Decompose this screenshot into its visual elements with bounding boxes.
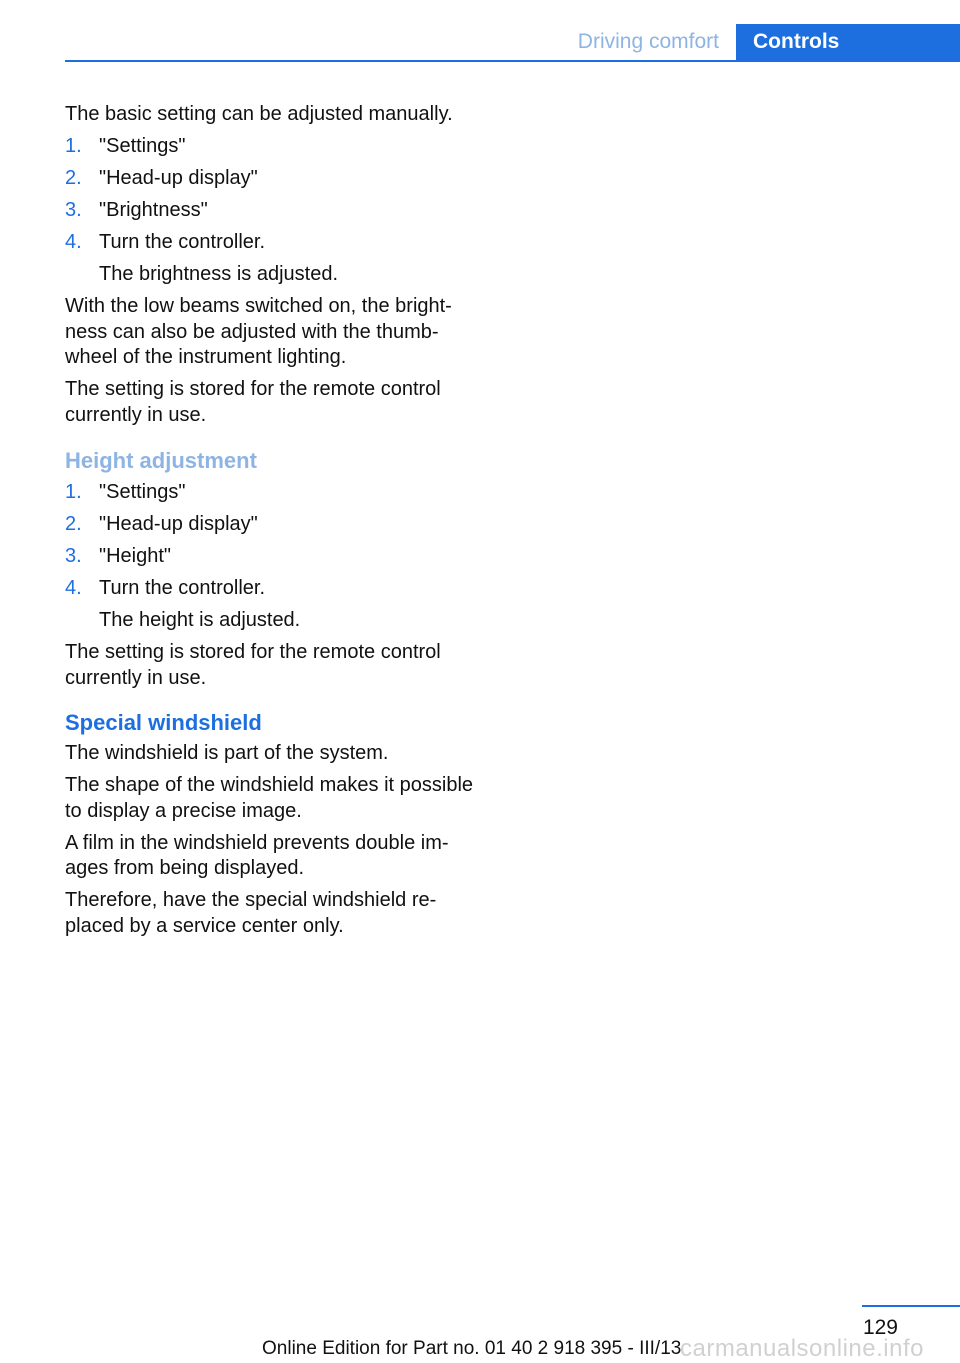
list-item	[65, 198, 477, 224]
step-text: "Head-up display"	[99, 513, 258, 535]
header-section-title: Driving comfort	[577, 30, 719, 53]
step-number: 2.	[65, 167, 82, 189]
header-rule	[65, 60, 960, 62]
watermark: carmanualsonline.info	[680, 1335, 924, 1362]
step-text: Turn the controller.	[99, 577, 266, 599]
header-chapter-label: Controls	[753, 30, 840, 53]
edition-footer: Online Edition for Part no. 01 40 2 918 395 - III/13	[262, 1338, 682, 1359]
footer-rule	[862, 1305, 960, 1307]
list-item	[65, 480, 477, 506]
intro-paragraph: The basic setting can be adjusted manually.	[65, 103, 453, 125]
list-item	[65, 166, 477, 192]
list-item	[65, 544, 477, 570]
step-number: 1.	[65, 135, 82, 157]
windshield-paragraph: The windshield is part of the system.	[65, 742, 389, 764]
step-result: The brightness is adjusted.	[99, 263, 339, 285]
page-number: 129	[862, 1316, 898, 1339]
brightness-storage-note: The setting is stored for the remote control currently in use.	[65, 378, 441, 426]
brightness-note: With the low beams switched on, the bright‐ness can also be adjusted with the thumb‐wheel of the instrument lighting.	[65, 295, 452, 368]
list-item	[65, 512, 477, 538]
step-number: 1.	[65, 481, 82, 503]
step-number: 4.	[65, 231, 82, 253]
list-item	[65, 134, 477, 160]
header-chapter-tab	[736, 24, 960, 61]
step-text: "Settings"	[99, 135, 186, 157]
step-number: 2.	[65, 513, 82, 535]
special-windshield-heading: Special windshield	[65, 710, 262, 735]
step-text: Turn the controller.	[99, 231, 266, 253]
step-number: 4.	[65, 577, 82, 599]
windshield-paragraph: Therefore, have the special windshield re‐placed by a service center only.	[65, 889, 437, 937]
step-text: "Height"	[99, 545, 172, 567]
list-item	[65, 230, 477, 288]
page-content	[65, 102, 477, 946]
brightness-steps-list	[65, 134, 477, 288]
list-item	[65, 576, 477, 634]
windshield-paragraph: The shape of the windshield makes it possible to display a precise image.	[65, 774, 474, 822]
height-storage-note: The setting is stored for the remote control currently in use.	[65, 641, 441, 689]
step-text: "Settings"	[99, 481, 186, 503]
height-steps-list	[65, 480, 477, 634]
step-number: 3.	[65, 545, 82, 567]
step-text: "Head-up display"	[99, 167, 258, 189]
step-number: 3.	[65, 199, 82, 221]
step-result: The height is adjusted.	[99, 609, 301, 631]
height-adjustment-heading: Height adjustment	[65, 448, 257, 473]
step-text: "Brightness"	[99, 199, 208, 221]
windshield-paragraph: A film in the windshield prevents double im‐ages from being displayed.	[65, 831, 449, 879]
